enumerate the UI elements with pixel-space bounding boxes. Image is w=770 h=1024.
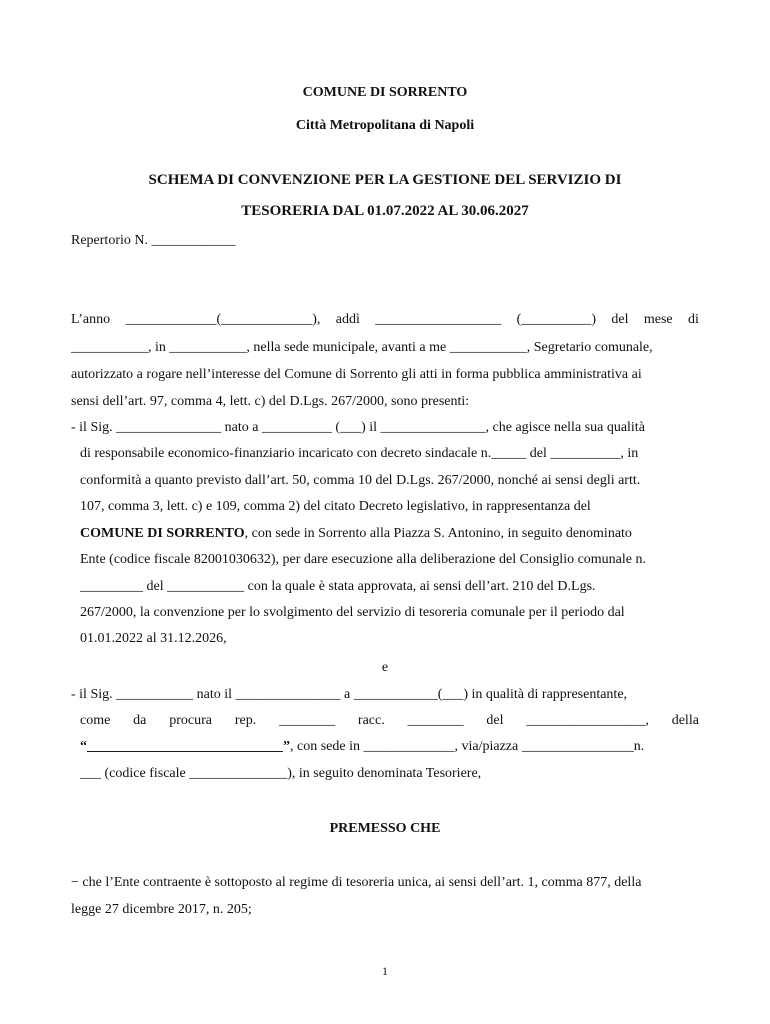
- party2-line-1: - il Sig. ___________ nato il _______________ a ____________(___) in qualità di rappresentante,: [71, 687, 628, 702]
- comune-heading: COMUNE DI SORRENTO: [302, 85, 468, 100]
- title-line-1: SCHEMA DI CONVENZIONE PER LA GESTIONE DEL SERVIZIO DI: [148, 172, 622, 188]
- title-line-2: TESORERIA DAL 01.07.2022 AL 30.06.2027: [241, 203, 529, 219]
- party2-line-2-word: da: [133, 713, 147, 728]
- party1-line-5: [80, 525, 632, 543]
- intro-line-1-word: L’anno: [71, 312, 111, 327]
- party1-line-6: Ente (codice fiscale 82001030632), per dare esecuzione alla deliberazione del Consiglio comunale n.: [80, 552, 647, 567]
- party1-line-9: 01.01.2022 al 31.12.2026,: [80, 631, 227, 646]
- party2-line-2-word: ________: [279, 713, 336, 728]
- party2-line-2-word: come: [80, 713, 111, 728]
- party2-line-4: ___ (codice fiscale ______________), in seguito denominata Tesoriere,: [80, 766, 482, 781]
- page-number: 1: [382, 964, 388, 978]
- premesso-line-1: − che l’Ente contraente è sottoposto al regime di tesoreria unica, ai sensi dell’art. 1, comma 877, della: [71, 875, 642, 890]
- intro-line-1-word: mese: [643, 312, 673, 327]
- party2-line-2: [80, 712, 699, 730]
- intro-line-2: ___________, in ___________, nella sede municipale, avanti a me ___________, Segretario comunale,: [71, 340, 653, 355]
- party2-line-2-word: ________: [407, 713, 464, 728]
- party2-line-2-word: della: [671, 713, 699, 728]
- party1-line-7: _________ del ___________ con la quale è stata approvata, ai sensi dell’art. 210 del D.Lgs.: [80, 579, 596, 594]
- intro-line-1-word: di: [688, 312, 699, 327]
- intro-line-1-word: del: [611, 312, 629, 327]
- party2-line-3-rest: , con sede in _____________, via/piazza ________________n.: [290, 739, 645, 754]
- party2-line-2-word: racc.: [357, 713, 385, 728]
- intro-line-1-word: (__________): [516, 312, 596, 327]
- premesso-line-2: legge 27 dicembre 2017, n. 205;: [71, 902, 252, 917]
- party2-line-2-word: procura: [169, 713, 212, 728]
- party2-line-3: [80, 738, 644, 756]
- party1-line-3: conformità a quanto previsto dall’art. 50, comma 10 del D.Lgs. 267/2000, nonché ai sensi degli artt.: [80, 473, 641, 488]
- party2-line-2-word: del: [486, 713, 504, 728]
- comune-name-bold: COMUNE DI SORRENTO: [80, 526, 245, 541]
- intro-line-1: [71, 311, 699, 329]
- intro-line-1-word: _____________(_____________),: [125, 312, 321, 327]
- party1-line-8: 267/2000, la convenzione per lo svolgimento del servizio di tesoreria comunale per il periodo dal: [80, 605, 625, 620]
- premesso-heading: PREMESSO CHE: [329, 821, 441, 836]
- tesoriere-name-bold: “____________________________”: [80, 739, 290, 754]
- party2-line-2-word: _________________,: [526, 713, 649, 728]
- party1-line-2: di responsabile economico-finanziario incaricato con decreto sindacale n._____ del __________, in: [80, 446, 639, 461]
- intro-line-3: autorizzato a rogare nell’interesse del Comune di Sorrento gli atti in forma pubblica amministrativa ai: [71, 367, 642, 382]
- party1-line-5-rest: , con sede in Sorrento alla Piazza S. Antonino, in seguito denominato: [244, 526, 632, 541]
- party1-line-4: 107, comma 3, lett. c) e 109, comma 2) del citato Decreto legislativo, in rappresentanza del: [80, 499, 591, 514]
- citta-heading: Città Metropolitana di Napoli: [295, 118, 475, 133]
- intro-line-1-word: addì: [335, 312, 360, 327]
- repertorio-line: Repertorio N. ____________: [71, 233, 236, 248]
- intro-line-4: sensi dell’art. 97, comma 4, lett. c) del D.Lgs. 267/2000, sono presenti:: [71, 394, 470, 409]
- intro-line-1-word: __________________: [375, 312, 502, 327]
- party2-line-2-word: rep.: [234, 713, 257, 728]
- party1-line-1: - il Sig. _______________ nato a __________ (___) il _______________, che agisce nella sua qualità: [71, 420, 645, 435]
- conjunction: e: [381, 660, 389, 675]
